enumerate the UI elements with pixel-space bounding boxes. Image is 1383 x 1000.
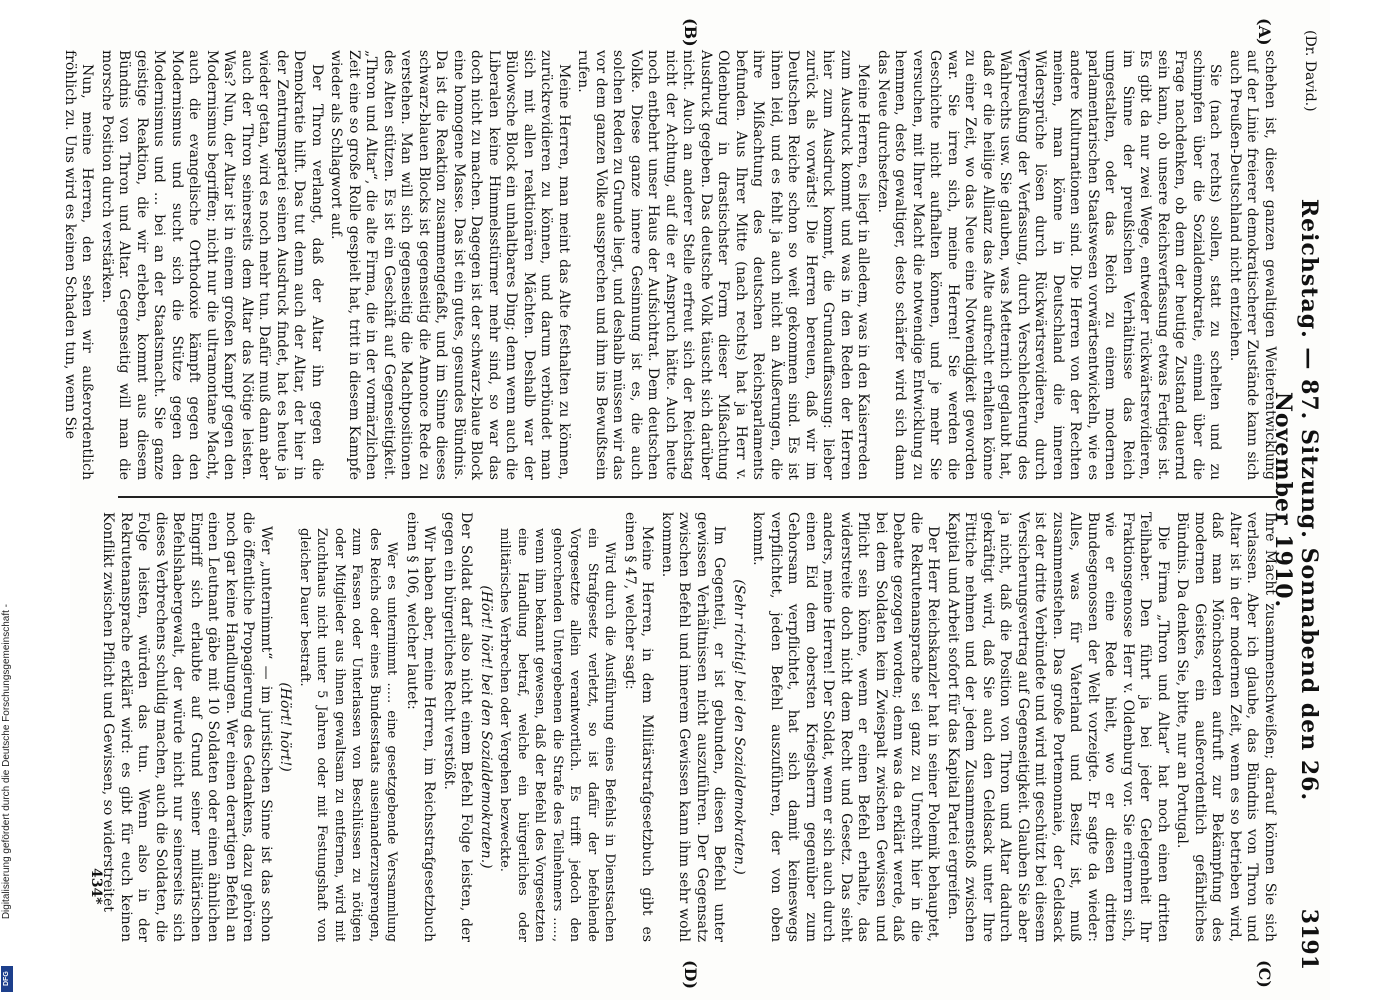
paragraph: Im Gegenteil, er ist gebunden, diesen Befehl unter gewissen Verhältnissen nicht auszuführen. Der Gegensatz zwischen Befehl und innerem Gewissen kann ihm sehr wohl kommen. xyxy=(659,512,728,942)
digitization-credit xyxy=(0,0,14,1000)
paragraph: Nun, meine Herren, den sehen wir außerordentlich fröhlich zu. Uns wird es keinen Schaden tun, wenn Sie xyxy=(62,50,96,480)
page-title: Reichstag. — 87. Sitzung. Sonnabend den 26. November 1910. xyxy=(1270,198,1322,802)
sheet-number: 434* xyxy=(88,868,104,905)
interjection: (Hört! hört! bei den Sozialdemokraten.) xyxy=(478,585,494,869)
page-header xyxy=(1270,30,1322,970)
paragraph: Der Herr Reichskanzler hat in seiner Polemik behauptet, die Rekrutenansprache sei ganz zu Unrecht hier in die Debatte gezogen worden; denn was da erklärt werde, daß bei dem Soldaten kein Zwiespalt zwischen Gewissen und Pflicht sein könne, wenn er einen Befehl erhalte, das widerstreite doch nicht dem Recht und Gesetz. Das sieht anders, meine Herren! Der Soldat, wenn er sich auch durch einen Eid dem obersten Kriegsherrn gegenüber zum Gehorsam verpflichtet, hat sich damit keineswegs verpflichtet, jeden Befehl auszuführen, der von oben kommt. xyxy=(750,512,942,942)
margin-marker-c: (C) xyxy=(1255,960,1274,988)
paragraph: Ihre Macht zusammenschweißen; darauf können Sie sich verlassen. Aber ich glaube, das Bündnis von Thron und Altar ist in der modernen Zeit, wenn es so betrieben wird, daß man Mönchsorden aufruft zur Bekämpfung des modernen Geistes, ein außerordentlich gefährliches Bündnis. Da denken Sie, bitte, nur an Portugal. xyxy=(1174,512,1278,942)
paragraph: Meine Herren, in dem Militärstrafgesetzbuch gibt es einen § 47, welcher sagt: xyxy=(622,512,656,942)
interjection: (Sehr richtig! bei den Sozialdemokraten.) xyxy=(731,579,747,875)
paragraph: Sie (nach rechts) sollen, statt zu schelten und zu schimpfen über die Sozialdemokratie, einmal über die Frage nachdenken, ob denn der heutige Zustand dauernd sein kann, ob unsere Reichsverfassung etwas Fertiges ist. Es gibt da nur zwei Wege, entweder rückwärtsrevidieren, im Sinne der preußischen Verhältnisse das Reich umgestalten, oder das Reich zu einem modernen parlamentarischen Staatswesen vorwärtsentwickeln, wie es andere Kulturnationen sind. Die Herren von der Rechten meinen, man könne in Deutschland die inneren Widersprüche lösen durch Rückwärtsrevidieren, durch Verpreußung der Verfassung, durch Verschlechterung des Wahlrechts usw. Sie glauben, was Metternich geglaubt hat, daß er die heilige Allianz das Alte aufrecht erhalten könne zu einer Zeit, wo das Neue eine Notwendigkeit geworden war. Sie irren sich, meine Herren! Sie werden die Geschichte nicht aufhalten können, und je mehr Sie versuchen, mit Ihrer Macht die notwendige Entwicklung zu hemmen, desto gewaltiger, desto schärfer wird sich dann das Neue durchsetzen. xyxy=(875,50,1224,480)
paragraph: Wir haben aber, meine Herren, im Reichsstrafgesetzbuch einen § 106, welcher lautet: xyxy=(404,512,438,942)
margin-marker-d: (D) xyxy=(681,960,700,990)
scanned-page xyxy=(62,0,1330,1000)
statute-quote: Wer es unternimmt ..... eine gesetzgebende Versammlung des Reichs oder eines Bundesstaats auseinanderzusprengen, zum Fassen oder Unterlassen von Beschlüssen zu nötigen oder Mitglieder aus ihnen gewaltsam zu entfernen, wird mit Zuchthaus nicht unter 5 Jahren oder mit Festungshaft von gleicher Dauer bestraft. xyxy=(297,528,400,942)
left-column xyxy=(62,50,1278,480)
speaker-label: (Dr. David.) xyxy=(1302,30,1318,112)
paragraph: Die Firma „Thron und Altar“ hat noch einen dritten Teilhaber. Den führt ja bei jeder Gelegenheit Ihr Fraktionsgenosse Herr v. Oldenburg vor. Sie erinnern sich, wie er eine Rede hielt, wo er diesen dritten Bundesgenossen der Welt vorzeigte. Er sagte da wieder: Alles, was für Vaterland und Besitz ist, muß zusammenstehen. Das große Portemonnaie, der Geldsack ist der dritte Verbündete und wird mit geschützt bei diesem Versicherungsvertrag auf Gegenseitigkeit. Glauben Sie aber ja nicht, daß die Position von Thron und Altar dadurch gekräftigt wird, daß Sie auch den Geldsack unter Ihre Fittiche nehmen und der jedem Zusammenstoß zwischen Kapital und Arbeit sofort für das Kapital Partei ergreifen. xyxy=(945,512,1171,942)
paragraph: Meine Herren, man meint das Alte festhalten zu können, zurückrevidieren zu können, und darum verbündet man sich mit allen reaktionären Mächten. Deshalb war der Bülowsche Block ein unhaltbares Ding; denn wenn auch die Liberalen keine Himmelsstürmer mehr sind, so war das doch nicht zu machen. Dagegen ist der schwarz-blaue Block eine homogene Masse. Das ist ein gutes, gesundes Bündnis. Da ist die Reaktion zusammengefaßt, und im Sinne dieses schwarz-blauen Blocks ist gegenseitig die Annonce Rede zu verstehen. Man will sich gegenseitig die Machtpositionen des Alten stützen. Es ist ein Geschäft auf Gegenseitigkeit. „Thron und Altar“, die alte Firma, die in der vormärzlichen Zeit eine so große Rolle gespielt hat, tritt in diesem Kampfe wieder als Schlagwort auf. xyxy=(328,50,572,480)
credit-text: Digitalisierung gefördert durch die Deutsche Forschungsgemeinschaft - xyxy=(1,604,12,920)
paragraph: Der Soldat darf also nicht einem Befehl Folge leisten, der gegen ein bürgerliches Recht verstößt. xyxy=(441,512,475,942)
page-number: 3191 xyxy=(1296,908,1322,970)
paragraph: schehen ist, dieser ganzen gewaltigen Weiterentwicklung auf der Linie freierer demokratischerer Zustände kann sich auch Preußen-Deutschland nicht entziehen. xyxy=(1227,50,1278,480)
dfg-logo: DFG xyxy=(1,966,13,992)
margin-marker-a: (A) xyxy=(1255,18,1274,46)
paragraph: Der Thron verlangt, daß der Altar ihn gegen die Demokratie hilft. Das tut denn auch der Altar, der hier in der Zentrumspartei seinen Ausdruck findet, hat es heute ja wieder getan, wird es noch mehr tun. Dafür muß dann aber auch der Thron seinerseits dem Altar das Nötige leisten. Was? Nun, der Altar ist in einem großen Kampf gegen den Modernismus begriffen; nicht nur die ultramontane Macht, auch die evangelische Orthodoxie kämpft gegen den Modernismus und sucht sich die Stütze gegen den Modernismus und ... bei an der Staatsmacht. Sie ganze geistige Reaktion, die wir erleben, kommt aus diesem Bündnis von Thron und Altar. Gegenseitig will man die morsche Position durch verstärken. xyxy=(99,50,325,480)
interjection: (Hört! hört!) xyxy=(277,682,294,772)
statute-quote: Wird durch die Ausführung eines Befehls in Dienstsachen ein Strafgesetz verletzt, so ist dafür der befehlende Vorgesetzte allein verantwortlich. Es trifft jedoch den gehorchenden Untergebenen die Strafe des Teilnehmers ....., wenn ihm bekannt gewesen, daß der Befehl des Vorgesetzten eine Handlung betraf, welche ein bürgerliches oder militärisches Verbrechen oder Vergehen bezweckte. xyxy=(497,528,618,942)
right-column xyxy=(100,512,1278,942)
margin-marker-b: (B) xyxy=(681,18,700,47)
column-divider xyxy=(118,496,1278,498)
paragraph: Meine Herren, es liegt in alledem, was in den Kaiserreden zum Ausdruck kommt und was in den Reden der Herren hier zum Ausdruck kommt, die Grundauffassung: lieber zurück als vorwärts! Die Herren bereuen, daß wir im Deutschen Reiche schon so weit gekommen sind. Es ist ihnen leid, und es fehlt ja auch nicht an Äußerungen, die ihre Mißachtung des deutschen Reichsparlaments befunden. Aus Ihrer Mitte (nach rechts) hat ja Herr v. Oldenburg in drastischster Form dieser Mißachtung Ausdruck gegeben. Das deutsche Volk täuscht sich darüber nicht. Auch an anderer Stelle erfreut sich der Reichstag nicht der Achtung, auf die er Anspruch hätte. Auch heute noch entbehrt unser Haus der Aufsichtrat. Dem deutschen Volke. Diese ganze innere Gesinnung ist es, die auch solchen Reden zu Grunde liegt, und deshalb müssen wir das vor dem ganzen Volke aussprechen und ihm ins Bewußtsein rufen. xyxy=(575,50,872,480)
paragraph: Wer „unternimmt“ — im juristischen Sinne ist das schon die öffentliche Propagierung des Gedankens, dazu gehören noch gar keine Handlungen. Wer einen derartigen Befehl an einen Leutnant gäbe mit 10 Soldaten oder einen ähnlichen Eingriff sich erlaubte auf Grund seiner militärischen Befehlshabergewalt, der würde nicht nur seinerseits sich dieses Verbrechens schuldig machen, auch die Soldaten, die Folge leisten, würden das tun. Wenn also in der Rekrutenansprache erklärt wird: es gibt für euch keinen Konflikt zwischen Pflicht und Gewissen, so widerstreitet xyxy=(100,512,274,942)
